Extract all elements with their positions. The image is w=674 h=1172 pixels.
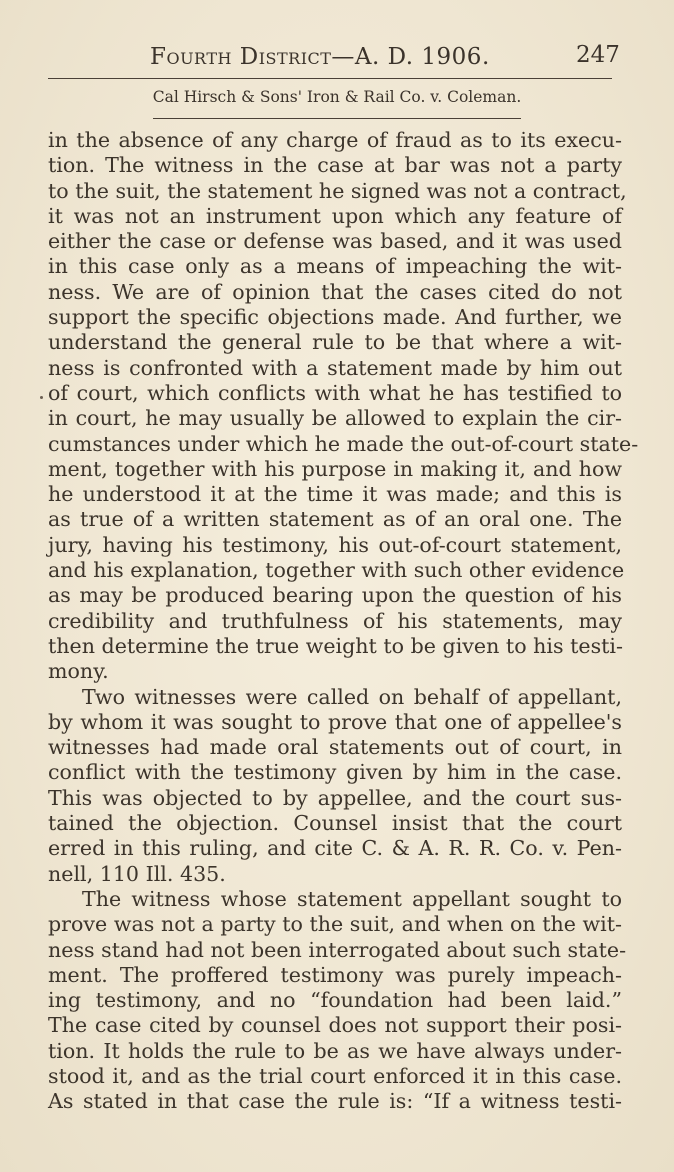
text-line: The case cited by counsel does not support their posi- — [48, 1013, 622, 1038]
text-line: mony. — [48, 659, 109, 684]
text-line: ness is confronted with a statement made by him out — [48, 355, 622, 380]
text-line: credibility and truthfulness of his statements, may — [48, 608, 622, 633]
text-line: to the suit, the statement he signed was not a contract, — [48, 178, 627, 203]
text-line: understand the general rule to be that where a wit- — [48, 330, 622, 355]
text-line: he understood it at the time it was made; and this is — [48, 482, 622, 507]
text-line: As stated in that case the rule is: “If a witness testi- — [48, 1089, 622, 1114]
text-line: witnesses had made oral statements out of court, in — [48, 735, 622, 760]
text-line: in court, he may usually be allowed to explain the cir- — [48, 406, 622, 431]
text-line: tained the objection. Counsel insist that the court — [48, 811, 622, 836]
text-line: by whom it was sought to prove that one of appellee's — [48, 709, 622, 734]
text-line: jury, having his testimony, his out-of-court statement, — [48, 532, 622, 557]
text-line: it was not an instrument upon which any feature of — [48, 203, 622, 228]
case-title-rule — [153, 118, 521, 119]
text-line: ment, together with his purpose in making it, and how — [48, 456, 622, 481]
text-line: as true of a written statement as of an oral one. The — [48, 507, 622, 532]
case-title: Cal Hirsch & Sons' Iron & Rail Co. v. Coleman. — [152, 88, 522, 106]
text-line: ment. The proffered testimony was purely impeach- — [48, 962, 622, 987]
text-line: either the case or defense was based, and it was used — [48, 229, 622, 254]
text-line: tion. The witness in the case at bar was not a party — [48, 153, 622, 178]
text-line: prove was not a party to the suit, and when on the wit- — [48, 912, 622, 937]
text-line: then determine the true weight to be given to his testi- — [48, 633, 623, 658]
text-line: ness stand had not been interrogated about such state- — [48, 937, 627, 962]
margin-mark — [40, 396, 43, 399]
text-line: as may be produced bearing upon the question of his — [48, 583, 622, 608]
text-line: conflict with the testimony given by him in the case. — [48, 760, 622, 785]
header-rule — [48, 78, 612, 79]
text-line: and his explanation, together with such other evidence — [48, 558, 625, 583]
text-line: ing testimony, and no “foundation had been laid.” — [48, 988, 622, 1013]
text-line: The witness whose statement appellant sought to — [82, 886, 622, 911]
text-line: support the specific objections made. And further, we — [48, 305, 622, 330]
text-line: cumstances under which he made the out-of-court state- — [48, 431, 639, 456]
text-line: Two witnesses were called on behalf of appellant, — [82, 684, 622, 709]
body-text — [48, 128, 639, 1115]
text-line: erred in this ruling, and cite C. & A. R. R. Co. v. Pen- — [48, 836, 622, 861]
text-line: ness. We are of opinion that the cases cited do not — [48, 279, 622, 304]
text-line: in the absence of any charge of fraud as to its execu- — [48, 128, 622, 152]
text-line: nell, 110 Ill. 435. — [48, 861, 226, 886]
text-line: of court, which conflicts with what he has testified to — [48, 380, 622, 405]
text-line: This was objected to by appellee, and the court sus- — [48, 785, 622, 810]
text-line: in this case only as a means of impeaching the wit- — [48, 254, 622, 279]
text-line: stood it, and as the trial court enforced it in this case. — [48, 1063, 622, 1088]
running-title: Fourth District—A. D. 1906. — [150, 44, 490, 70]
page-number: 247 — [576, 42, 620, 68]
text-line: tion. It holds the rule to be as we have always under- — [48, 1038, 622, 1063]
running-head — [0, 38, 674, 72]
